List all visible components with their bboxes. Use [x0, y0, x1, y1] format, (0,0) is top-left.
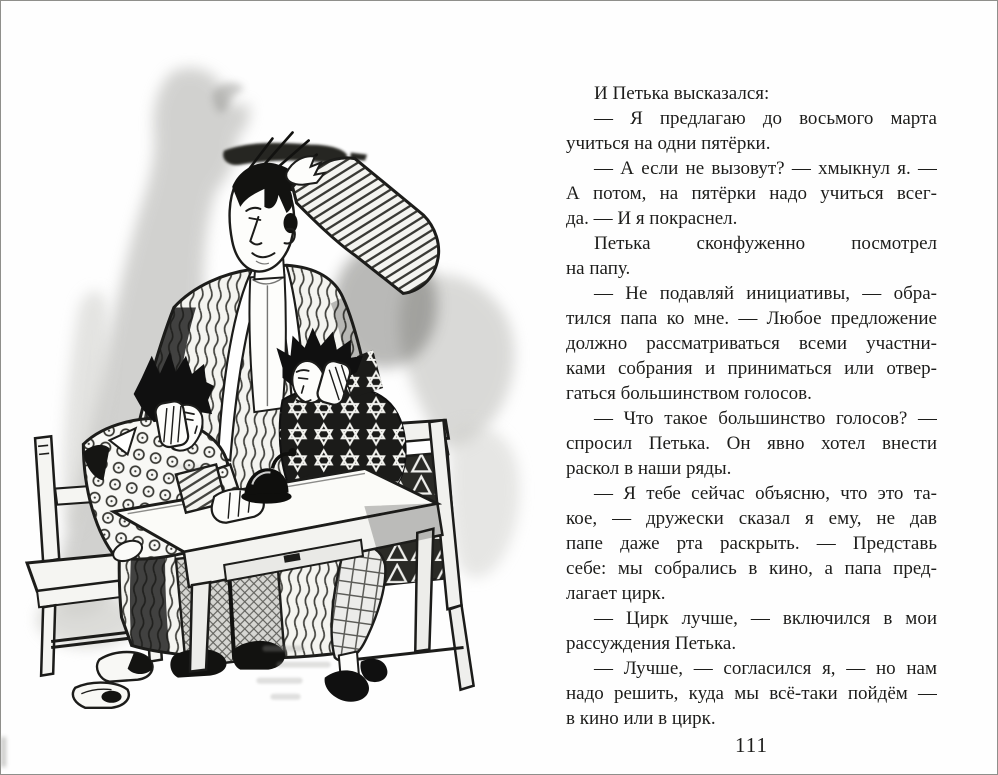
text-line: — А если не вызовут? — хмыкнул я. — — [594, 158, 937, 179]
paragraph — [566, 606, 937, 656]
floor-slippers — [73, 652, 153, 708]
paragraph — [566, 406, 937, 481]
text-line: рассуждения Петька. — [566, 633, 737, 654]
text-line: ками собрания и приниматься или отвер- — [566, 358, 937, 379]
text-line: — Цирк лучше, — включился в мои — [594, 608, 937, 629]
text-line: — Я предлагаю до восьмого марта — [594, 108, 937, 129]
page-number: 111 — [735, 733, 768, 757]
scan-artifact — [1, 737, 6, 767]
paragraph — [566, 156, 937, 231]
text-line: А потом, на пятёрки надо учиться всег- — [566, 183, 937, 204]
text-line: должно рассматриваться всеми участни- — [566, 333, 937, 354]
text-line: в кино или в цирк. — [566, 708, 716, 729]
paragraph — [566, 81, 937, 106]
text-line: папе даже рта раскрыть. — Представь — [566, 533, 937, 554]
text-line: И Петька высказался: — [594, 83, 770, 104]
text-line: да. — И я покраснел. — [566, 208, 738, 229]
paragraph — [566, 281, 937, 406]
story-text — [566, 81, 937, 731]
text-line: — Лучше, — согласился я, — но нам — [594, 658, 937, 679]
text-line: себе: мы собрались в кино, а папа пред- — [566, 558, 937, 579]
paragraph — [566, 481, 937, 606]
text-line: спросил Петька. Он явно хотел внести — [566, 433, 937, 454]
text-line: лагает цирк. — [566, 583, 666, 604]
paragraph — [566, 231, 937, 281]
paragraph — [566, 106, 937, 156]
text-line: Петька сконфуженно посмотрел — [594, 233, 937, 254]
text-line: — Я тебе сейчас объясню, что это та- — [594, 483, 937, 504]
text-line: раскол в наши ряды. — [566, 458, 732, 479]
text-line: — Не подавляй инициативы, — обра- — [594, 283, 937, 304]
text-line: — Что такое большинство голосов? — — [594, 408, 937, 429]
text-line: на папу. — [566, 258, 631, 279]
text-line: учиться на одни пятёрки. — [566, 133, 771, 154]
text-line: тился папа ко мне. — Любое предложение — [566, 308, 937, 329]
paragraph — [566, 656, 937, 731]
text-line: надо решить, куда мы всё-таки пойдём — — [566, 683, 937, 704]
book-illustration — [23, 53, 541, 729]
text-line: гаться большинством голосов. — [566, 383, 812, 404]
text-line: кое, — дружески сказал я ему, не дав — [566, 508, 937, 529]
